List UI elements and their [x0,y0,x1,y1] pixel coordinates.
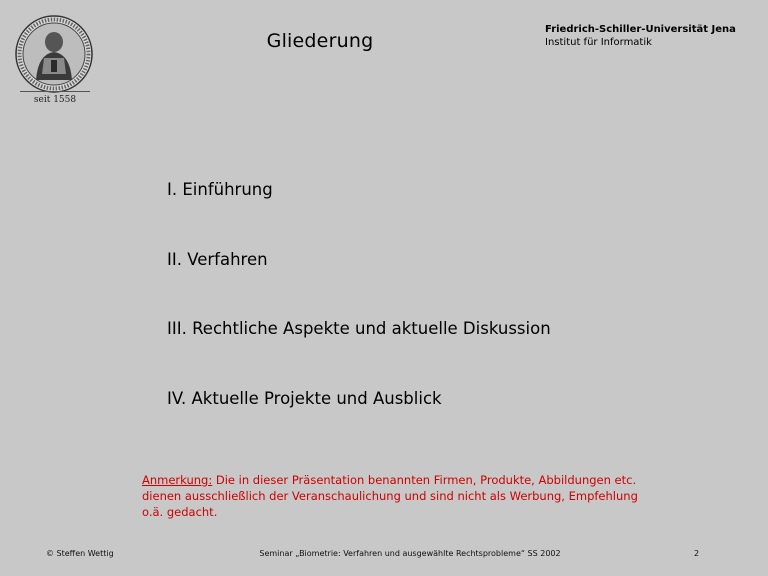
note-lead: Anmerkung: [142,473,213,487]
note-text: Die in dieser Präsentation benannten Firmen, Produkte, Abbildungen etc. dienen ausschließlich der Veranschaulichung und sind nicht als Werbung, Empfehlung o.ä. gedacht. [142,473,638,519]
university-seal-logo [14,14,94,94]
disclaimer-note [142,472,642,520]
footer-page-number: 2 [694,549,700,558]
seal-caption: seit 1558 [33,95,77,105]
slide-title: Gliederung [266,30,374,52]
institute-name: Institut für Informatik [545,37,652,48]
footer-author: © Steffen Wettig [46,549,114,558]
university-name: Friedrich-Schiller-Universität Jena [545,24,736,35]
outline-list [167,179,551,457]
outline-item-1: I. Einführung [167,180,273,199]
outline-item-2: II. Verfahren [167,249,268,269]
seal-divider [20,91,90,92]
outline-item-3: III. Rechtliche Aspekte und aktuelle Diskussion [167,319,551,338]
footer-seminar: Seminar „Biometrie: Verfahren und ausgewählte Rechtsprobleme“ SS 2002 [259,549,561,558]
outline-item-4: IV. Aktuelle Projekte und Ausblick [167,388,442,408]
